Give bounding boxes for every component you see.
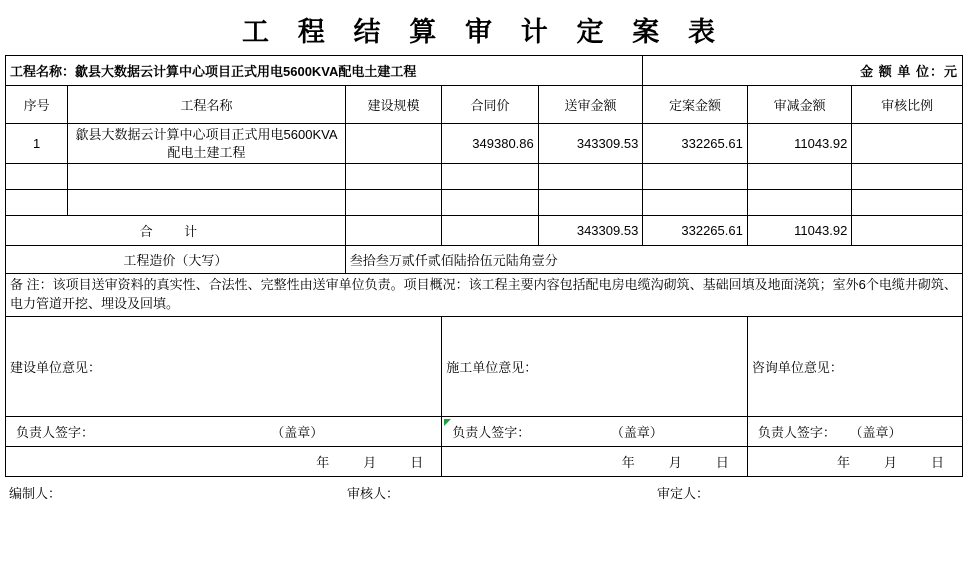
cell-project-name xyxy=(68,164,345,190)
date-day-contractor: 日 xyxy=(715,454,729,470)
opinion-construction-unit: 建设单位意见： xyxy=(6,316,442,416)
col-header-ratio: 审核比例 xyxy=(852,86,963,124)
col-header-reduced: 审减金额 xyxy=(747,86,852,124)
footer-row xyxy=(5,481,963,504)
date-day-construction: 日 xyxy=(410,454,424,470)
cell-scale xyxy=(345,124,442,164)
col-header-contract-price: 合同价 xyxy=(442,86,539,124)
cell-no xyxy=(6,190,68,216)
amount-unit-label: 金 额 单 位：元 xyxy=(643,56,963,86)
col-header-scale: 建设规模 xyxy=(345,86,442,124)
cell-contract-price xyxy=(442,164,539,190)
total-row xyxy=(6,216,963,246)
cell-reduced-amount: 11043.92 xyxy=(747,124,852,164)
col-header-final: 定案金额 xyxy=(643,86,748,124)
cell-ratio xyxy=(852,124,963,164)
col-header-no: 序号 xyxy=(6,86,68,124)
signature-row xyxy=(6,416,963,446)
date-cell-consulting xyxy=(747,446,962,476)
opinion-consulting-unit: 咨询单位意见： xyxy=(747,316,962,416)
capital-amount-value: 叁拾叁万贰仟贰佰陆拾伍元陆角壹分 xyxy=(345,246,962,274)
total-submitted-amount: 343309.53 xyxy=(538,216,643,246)
cell-project-name xyxy=(68,190,345,216)
cell-final-amount xyxy=(643,190,748,216)
date-cell-construction xyxy=(6,446,442,476)
seal-label-consulting: （盖章） xyxy=(849,424,902,440)
total-label: 合 计 xyxy=(6,216,346,246)
signature-cell-construction xyxy=(6,416,442,446)
seal-label-construction: （盖章） xyxy=(271,424,324,440)
footer-signatures xyxy=(5,481,963,504)
cell-ratio xyxy=(852,164,963,190)
cell-project-name: 歙县大数据云计算中心项目正式用电5600KVA配电土建工程 xyxy=(68,124,345,164)
capital-amount-row xyxy=(6,246,963,274)
capital-amount-label: 工程造价（大写） xyxy=(6,246,346,274)
date-month-consulting: 月 xyxy=(883,454,897,470)
signer-label-construction: 负责人签字： xyxy=(16,424,95,440)
cell-submitted-amount xyxy=(538,164,643,190)
header-row xyxy=(6,56,963,86)
date-cell-contractor xyxy=(442,446,748,476)
cell-reduced-amount xyxy=(747,190,852,216)
remark-row xyxy=(6,274,963,317)
date-row xyxy=(6,446,963,476)
date-month-construction: 月 xyxy=(363,454,377,470)
signature-cell-contractor xyxy=(442,416,748,446)
signature-cell-consulting xyxy=(747,416,962,446)
total-final-amount: 332265.61 xyxy=(643,216,748,246)
total-ratio xyxy=(852,216,963,246)
date-month-contractor: 月 xyxy=(668,454,682,470)
cell-scale xyxy=(345,190,442,216)
cell-scale xyxy=(345,164,442,190)
table-row xyxy=(6,190,963,216)
signer-label-consulting: 负责人签字： xyxy=(757,424,836,440)
cell-no: 1 xyxy=(6,124,68,164)
cell-contract-price xyxy=(442,190,539,216)
audit-table xyxy=(5,55,963,477)
column-header-row xyxy=(6,86,963,124)
preparer-label: 编制人： xyxy=(9,485,62,501)
remark-text: 备 注：该项目送审资料的真实性、合法性、完整性由送审单位负责。项目概况：该工程主要内容包括配电房电缆沟砌筑、基础回填及地面浇筑；室外6个电缆井砌筑、电力管道开挖、埋设及回填。 xyxy=(6,274,963,317)
cell-submitted-amount: 343309.53 xyxy=(538,124,643,164)
opinion-title-row xyxy=(6,316,963,416)
cell-ratio xyxy=(852,190,963,216)
date-year-contractor: 年 xyxy=(621,454,635,470)
total-reduced-amount: 11043.92 xyxy=(747,216,852,246)
cell-submitted-amount xyxy=(538,190,643,216)
total-contract-price xyxy=(442,216,539,246)
cell-contract-price: 349380.86 xyxy=(442,124,539,164)
opinion-contractor-unit: 施工单位意见： xyxy=(442,316,748,416)
signer-label-contractor: 负责人签字： xyxy=(452,424,531,440)
table-row xyxy=(6,124,963,164)
page-title: 工 程 结 算 审 计 定 案 表 xyxy=(242,17,726,47)
col-header-name: 工程名称 xyxy=(68,86,345,124)
total-scale xyxy=(345,216,442,246)
seal-label-contractor: （盖章） xyxy=(610,424,663,440)
cell-reduced-amount xyxy=(747,164,852,190)
approver-label: 审定人： xyxy=(657,485,710,501)
reviewer-label: 审核人： xyxy=(347,485,400,501)
date-year-construction: 年 xyxy=(316,454,330,470)
date-year-consulting: 年 xyxy=(836,454,850,470)
cell-no xyxy=(6,164,68,190)
green-marker-icon xyxy=(444,419,451,426)
date-day-consulting: 日 xyxy=(930,454,944,470)
cell-final-amount xyxy=(643,164,748,190)
col-header-submitted: 送审金额 xyxy=(538,86,643,124)
table-row xyxy=(6,164,963,190)
project-name-label: 工程名称：歙县大数据云计算中心项目正式用电5600KVA配电土建工程 xyxy=(6,56,643,86)
cell-final-amount: 332265.61 xyxy=(643,124,748,164)
